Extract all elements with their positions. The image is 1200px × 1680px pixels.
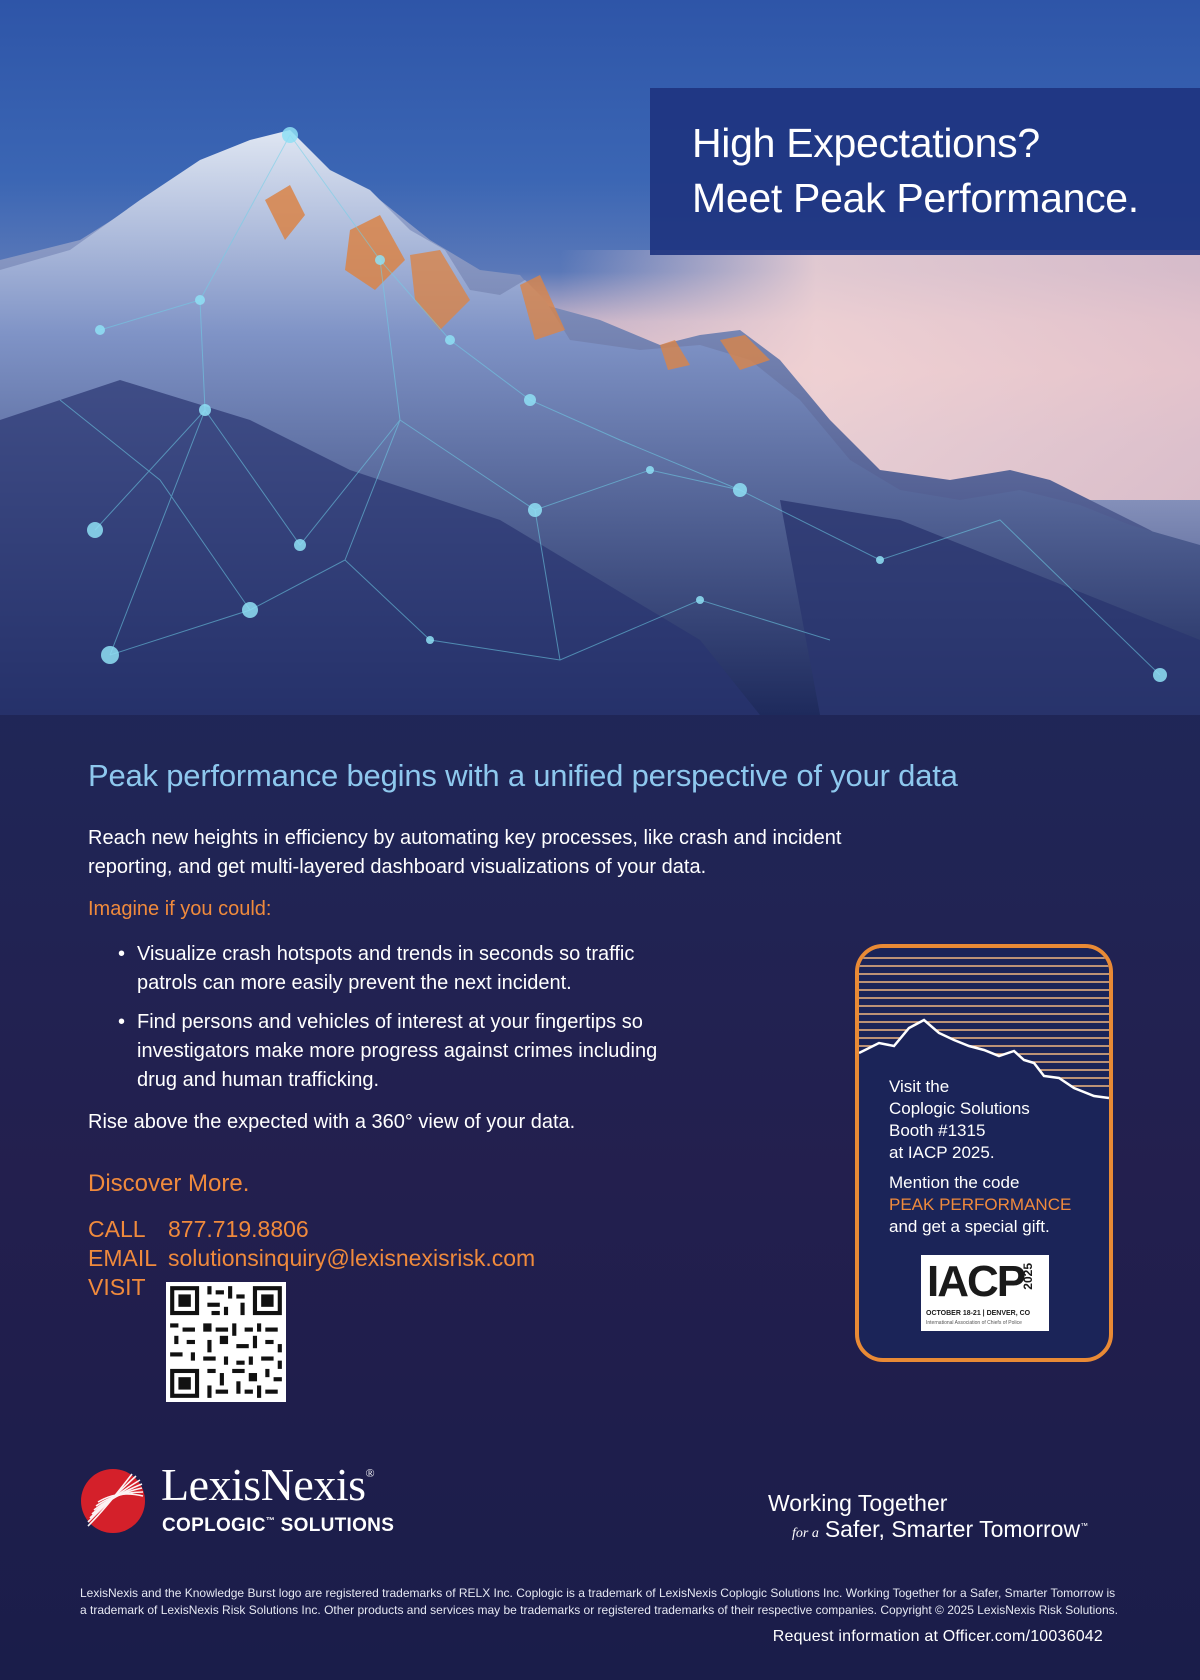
booth-line-2: Coplogic Solutions <box>889 1099 1030 1118</box>
rise-statement: Rise above the expected with a 360° view of your data. <box>88 1111 576 1133</box>
iacp-year: 2025 <box>1021 1263 1035 1290</box>
iacp-logo <box>921 1255 1049 1331</box>
booth-line-4: at IACP 2025. <box>889 1143 995 1162</box>
promo-code-text <box>889 1172 1071 1238</box>
imagine-heading: Imagine if you could: <box>88 898 272 920</box>
brand-name: LexisNexis <box>161 1459 366 1510</box>
iacp-wordmark: IACP <box>927 1257 1025 1306</box>
discover-heading: Discover More. <box>88 1170 250 1197</box>
booth-line-3: Booth #1315 <box>889 1121 986 1140</box>
brand-reg-mark: ® <box>365 1466 375 1480</box>
section-title: Peak performance begins with a unified perspective of your data <box>88 758 958 793</box>
email-row <box>88 1245 535 1272</box>
mountain-hero-image <box>0 0 1200 715</box>
booth-info-text <box>889 1076 1030 1164</box>
promo-code: PEAK PERFORMANCE <box>889 1195 1072 1214</box>
brand-sub: COPLOGIC <box>162 1515 266 1536</box>
booth-line-1: Visit the <box>889 1077 950 1096</box>
legal-disclaimer: LexisNexis and the Knowledge Burst logo are registered trademarks of RELX Inc. Coplogic is a trademark of LexisNexis Coplogic Solutions Inc. Working Together for a Safer, Smarter Tomorrow is a trademark of LexisNexis Risk Solutions Inc. Other products and services may be trademarks or registered trademarks of their respective companies. Copyright © 2025 LexisNexis Risk Solutions. <box>80 1586 1118 1617</box>
booth-badge <box>855 944 1113 1362</box>
benefit-list <box>118 940 698 1105</box>
knowledge-burst-logo-icon <box>80 1468 146 1534</box>
visit-label: VISIT <box>88 1274 146 1300</box>
headline-box <box>650 88 1200 255</box>
tagline-line-1: Working Together <box>768 1490 948 1516</box>
qr-code[interactable] <box>166 1282 286 1402</box>
email-link[interactable]: solutionsinquiry@lexisnexisrisk.com <box>168 1245 536 1271</box>
list-item: • Find persons and vehicles of interest at your fingertips so investigators make more progress against crimes including drug and human trafficking. <box>118 1008 698 1095</box>
email-label: EMAIL <box>88 1245 158 1271</box>
call-row <box>88 1216 309 1243</box>
brand-sub-tm: ™ <box>265 1515 276 1526</box>
tagline-text: Safer, Smarter Tomorrow <box>824 1516 1081 1542</box>
headline-line-1: High Expectations? <box>692 120 1040 166</box>
tagline-line-2 <box>792 1516 1088 1543</box>
intro-paragraph: Reach new heights in efficiency by automating key processes, like crash and incident reporting, and get multi-layered dashboard visualizations of your data. <box>88 827 842 878</box>
tagline-for: for a <box>792 1526 819 1541</box>
coplogic-solutions-wordmark <box>162 1515 394 1537</box>
promo-line-2: and get a special gift. <box>889 1217 1050 1236</box>
list-item: • Visualize crash hotspots and trends in seconds so traffic patrols can more easily prevent the next incident. <box>118 940 698 998</box>
promo-line-1: Mention the code <box>889 1173 1020 1192</box>
phone-link[interactable]: 877.719.8806 <box>168 1216 309 1242</box>
visit-row <box>88 1274 168 1301</box>
call-label: CALL <box>88 1216 146 1242</box>
brand-sub2: SOLUTIONS <box>275 1515 395 1536</box>
iacp-dates: OCTOBER 18-21 | DENVER, CO <box>926 1310 1031 1317</box>
qr-code-pattern <box>166 1282 286 1402</box>
iacp-org: International Association of Chiefs of Police <box>926 1320 1022 1326</box>
lexisnexis-wordmark <box>161 1458 374 1511</box>
request-info-link[interactable]: Request information at Officer.com/10036042 <box>772 1628 1103 1645</box>
headline-line-2: Meet Peak Performance. <box>692 175 1139 221</box>
tagline-tm: ™ <box>1080 1521 1089 1531</box>
